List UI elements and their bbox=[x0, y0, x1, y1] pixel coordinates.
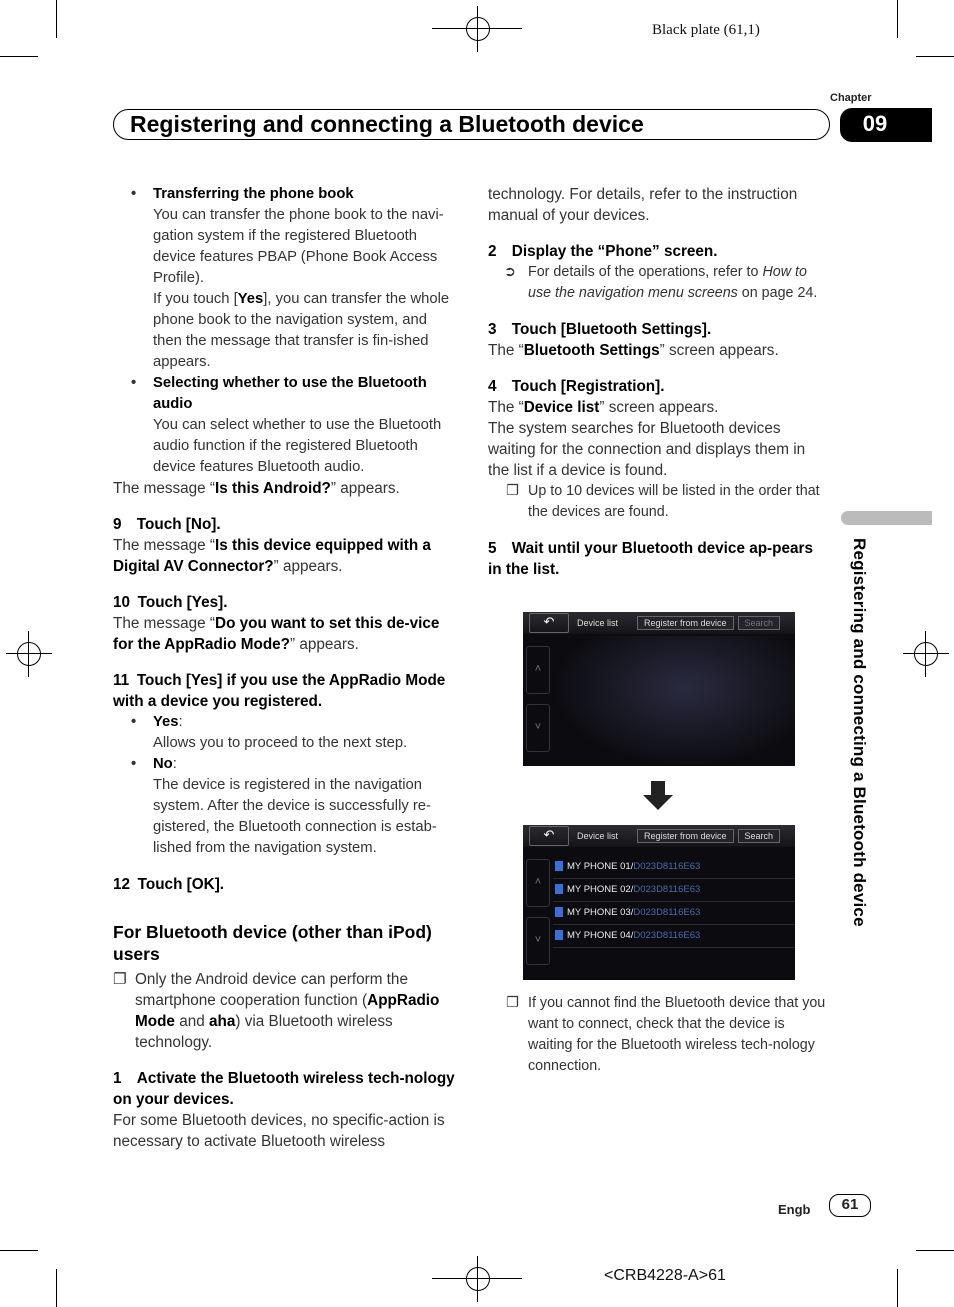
note-item bbox=[488, 481, 830, 523]
text-span: Only the Android device can perform the smartphone cooperation function ( bbox=[135, 971, 408, 1009]
note-item bbox=[113, 969, 458, 1053]
yes-bold: Yes bbox=[237, 291, 264, 307]
text-span: and bbox=[174, 1013, 209, 1030]
appradio-bold: AppRadio Mode bbox=[135, 992, 440, 1030]
screen-title: Device list bbox=[577, 831, 619, 841]
bullet-title: Transferring the phone book bbox=[153, 186, 354, 202]
text-span: on page 24. bbox=[737, 285, 818, 301]
final-note-block bbox=[488, 993, 830, 1077]
left-column bbox=[113, 184, 458, 1152]
chapter-number-text: 09 bbox=[862, 111, 888, 136]
scroll-up-button[interactable]: ˄ bbox=[526, 646, 550, 694]
text-span: For details of the operations, refer to bbox=[528, 264, 763, 280]
registration-mark-icon bbox=[466, 1267, 490, 1291]
chapter-label: Chapter bbox=[830, 92, 872, 104]
bullet-text: The device is registered in the navigation system. After the device is successfully re-gistered, the Bluetooth connection is estab-lished from the navigation system. bbox=[153, 777, 437, 856]
text-span: ” appears. bbox=[290, 636, 359, 653]
message-text bbox=[113, 478, 458, 499]
scroll-down-button[interactable]: ˅ bbox=[526, 917, 550, 965]
bullet-text: Yes: bbox=[153, 714, 183, 730]
text-span: ” appears. bbox=[273, 558, 343, 575]
crop-mark bbox=[916, 1250, 954, 1251]
bullet-text: No: bbox=[153, 756, 177, 772]
text-span: If you touch [ bbox=[153, 291, 238, 307]
scroll-up-button[interactable]: ˄ bbox=[526, 859, 550, 907]
screen-name-bold: Device list bbox=[523, 399, 600, 416]
note-box-icon: ❐ bbox=[113, 971, 127, 988]
page-number: 61 bbox=[829, 1194, 871, 1217]
step-heading: 11 Touch [Yes] if you use the AppRadio Mode with a device you registered. bbox=[113, 672, 446, 710]
device-list-screen-found bbox=[523, 825, 795, 980]
message-bold: Is this device equipped with a Digital AV Connector? bbox=[113, 537, 431, 575]
device-address: D023D8116E63 bbox=[633, 861, 701, 872]
text-span: ” screen appears. bbox=[599, 399, 719, 416]
device-address: D023D8116E63 bbox=[633, 907, 701, 918]
step-text bbox=[488, 340, 830, 361]
step-heading: 10 Touch [Yes]. bbox=[113, 594, 228, 611]
crop-mark bbox=[897, 0, 898, 38]
search-button[interactable]: Search bbox=[738, 829, 781, 843]
bullet-text: You can transfer the phone book to the navi-gation system if the registered Bluetooth device features PBAP (Phone Book Access Profile). bbox=[153, 207, 444, 286]
text-span: The message “ bbox=[113, 480, 216, 497]
step-heading: 9 Touch [No]. bbox=[113, 516, 221, 533]
crop-mark bbox=[897, 1269, 898, 1307]
registration-mark-icon bbox=[17, 642, 41, 666]
bullet-text: You can select whether to use the Bluetooth audio function if the registered Bluetooth device features Bluetooth audio. bbox=[153, 417, 442, 475]
step-text bbox=[488, 397, 830, 418]
list-item bbox=[113, 754, 458, 859]
device-list-screen-empty bbox=[523, 612, 795, 766]
device-name: MY PHONE 04/ bbox=[567, 930, 634, 941]
arrow-right-icon: ➲ bbox=[504, 264, 516, 280]
text-span: The message “ bbox=[113, 537, 216, 554]
bullet-icon: • bbox=[131, 186, 137, 202]
continued-text: technology. For details, refer to the instruction manual of your devices. bbox=[488, 186, 798, 224]
side-tab-marker bbox=[841, 511, 932, 525]
bluetooth-icon bbox=[555, 884, 563, 894]
step-text: The system searches for Bluetooth devices waiting for the connection and displays them in the list if a device is found. bbox=[488, 420, 806, 479]
register-from-device-button[interactable]: Register from device bbox=[637, 616, 734, 630]
screen-toolbar bbox=[523, 825, 795, 847]
message-bold: Is this Android? bbox=[215, 480, 331, 497]
registration-mark-icon bbox=[914, 642, 938, 666]
device-row[interactable] bbox=[553, 879, 795, 902]
text-span: ” screen appears. bbox=[659, 342, 779, 359]
note-item bbox=[488, 993, 830, 1077]
yes-label: Yes bbox=[153, 714, 179, 730]
right-column bbox=[488, 184, 830, 580]
text-span: The “ bbox=[488, 399, 524, 416]
note-box-icon: ❐ bbox=[506, 483, 519, 499]
note-box-icon: ❐ bbox=[506, 995, 519, 1011]
text-span: ) via Bluetooth wireless technology. bbox=[135, 1013, 393, 1051]
register-from-device-button[interactable]: Register from device bbox=[637, 829, 734, 843]
device-address: D023D8116E63 bbox=[633, 930, 701, 941]
aha-bold: aha bbox=[208, 1013, 236, 1030]
list-area bbox=[553, 636, 795, 766]
step-heading: 4 Touch [Registration]. bbox=[488, 378, 665, 395]
side-tab-text: Registering and connecting a Bluetooth device bbox=[850, 538, 869, 927]
crop-mark bbox=[56, 1269, 57, 1307]
device-row[interactable] bbox=[553, 856, 795, 879]
note-text bbox=[135, 969, 458, 1053]
text-span: ], you can transfer the whole phone book to the navigation system, and then the message that transfer is fin-ished appears. bbox=[153, 291, 450, 370]
step-text bbox=[113, 613, 458, 655]
search-button[interactable]: Search bbox=[738, 616, 781, 630]
device-name: MY PHONE 01/ bbox=[567, 861, 634, 872]
step-heading: 1 Activate the Bluetooth wireless tech-nology on your devices. bbox=[113, 1070, 455, 1108]
back-button[interactable]: ↶ bbox=[529, 613, 569, 633]
step-heading: 3 Touch [Bluetooth Settings]. bbox=[488, 321, 712, 338]
device-name: MY PHONE 03/ bbox=[567, 907, 634, 918]
crop-mark bbox=[916, 56, 954, 57]
reference-text bbox=[528, 262, 830, 304]
message-bold: Do you want to set this de-vice for the AppRadio Mode? bbox=[113, 615, 440, 653]
no-label: No bbox=[153, 756, 173, 772]
registration-mark-icon bbox=[466, 17, 490, 41]
down-arrow-icon bbox=[643, 781, 673, 811]
text-span: The “ bbox=[488, 342, 524, 359]
bluetooth-icon bbox=[555, 861, 563, 871]
step-text bbox=[113, 535, 458, 577]
bullet-text bbox=[153, 289, 458, 373]
chapter-number bbox=[840, 108, 932, 142]
device-name: MY PHONE 02/ bbox=[567, 884, 634, 895]
bullet-icon: • bbox=[131, 756, 137, 772]
section-heading: For Bluetooth device (other than iPod) users bbox=[113, 922, 432, 964]
list-item bbox=[113, 373, 458, 478]
crop-mark bbox=[0, 1250, 38, 1251]
back-button[interactable]: ↶ bbox=[529, 826, 569, 846]
screen-name-bold: Bluetooth Settings bbox=[523, 342, 660, 359]
scroll-down-button[interactable]: ˅ bbox=[526, 704, 550, 752]
screen-title: Device list bbox=[577, 618, 619, 628]
list-item bbox=[113, 712, 458, 754]
bullet-icon: • bbox=[131, 714, 137, 730]
step-heading: 2 Display the “Phone” screen. bbox=[488, 243, 718, 260]
device-address: D023D8116E63 bbox=[633, 884, 701, 895]
crop-mark bbox=[0, 56, 38, 57]
text-span: The message “ bbox=[113, 615, 216, 632]
bullet-text: Allows you to proceed to the next step. bbox=[153, 735, 408, 751]
device-row[interactable] bbox=[553, 902, 795, 925]
crop-mark bbox=[56, 0, 57, 38]
bluetooth-icon bbox=[555, 907, 563, 917]
reference-item bbox=[488, 262, 830, 304]
reference-link[interactable]: How to use the navigation menu screens bbox=[528, 264, 807, 301]
plate-label: Black plate (61,1) bbox=[652, 22, 760, 38]
language-label: Engb bbox=[778, 1202, 811, 1217]
device-row[interactable] bbox=[553, 925, 795, 948]
list-item bbox=[113, 184, 458, 373]
bullet-icon: • bbox=[131, 375, 137, 391]
screen-toolbar bbox=[523, 612, 795, 634]
step-heading: 12 Touch [OK]. bbox=[113, 876, 225, 893]
note-text: Up to 10 devices will be listed in the order that the devices are found. bbox=[528, 483, 820, 520]
page-title: Registering and connecting a Bluetooth device bbox=[113, 109, 830, 140]
note-text: If you cannot find the Bluetooth device that you want to connect, check that the device is waiting for the Bluetooth wireless tech-nology connection. bbox=[528, 995, 826, 1074]
text-span: ” appears. bbox=[330, 480, 400, 497]
bluetooth-icon bbox=[555, 930, 563, 940]
document-code: <CRB4228-A>61 bbox=[604, 1267, 726, 1284]
bullet-title: Selecting whether to use the Bluetooth audio bbox=[153, 375, 427, 412]
step-text: For some Bluetooth devices, no specific-action is necessary to activate Bluetooth wireless bbox=[113, 1112, 445, 1150]
step-heading: 5 Wait until your Bluetooth device ap-pears in the list. bbox=[488, 540, 813, 578]
